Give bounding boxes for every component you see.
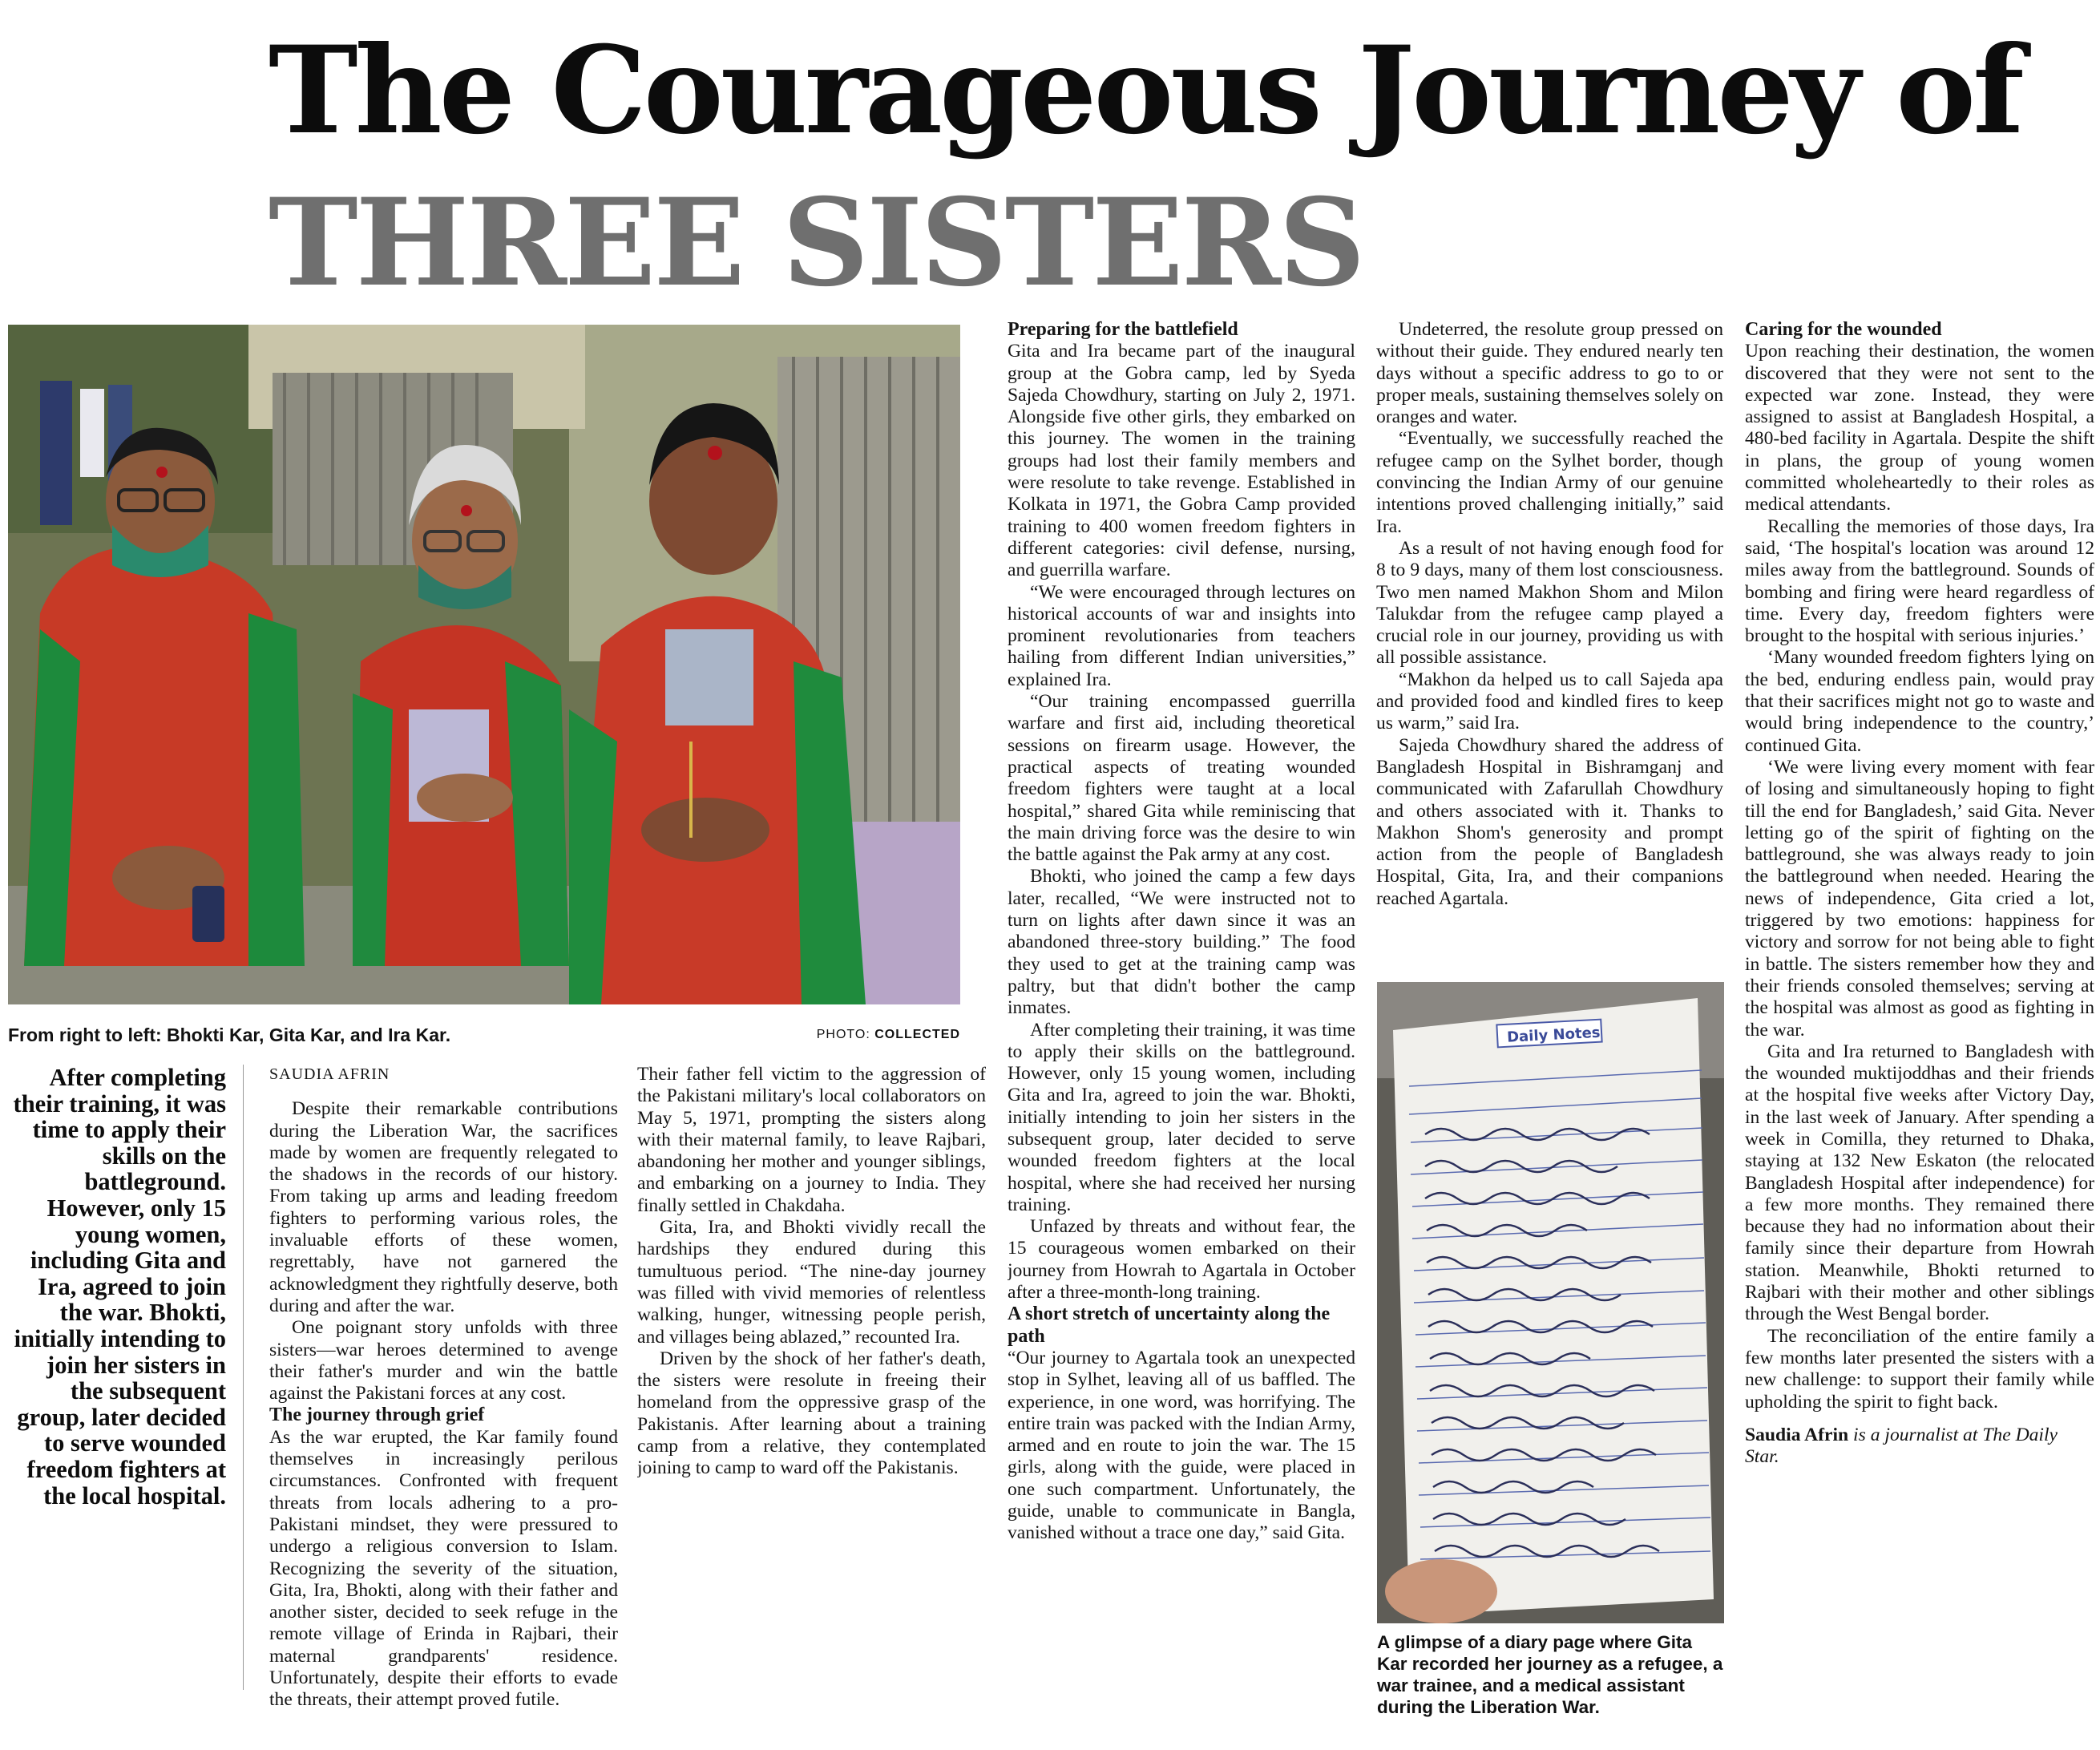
section-heading: Caring for the wounded — [1745, 319, 1942, 340]
article-paragraph: Bhokti, who joined the camp a few days later, recalled, “We were instructed not to turn on lights after dawn since it was an abandoned three-story building.” The food they used to get at the training camp was paltry, but that didn't bother the camp inmates. — [1008, 866, 1355, 1019]
article-column-3 — [1008, 319, 1355, 1738]
section-heading: A short stretch of uncertainty along the path — [1008, 1303, 1331, 1347]
byline: SAUDIA AFRIN — [269, 1065, 390, 1083]
section-heading: Preparing for the battlefield — [1008, 319, 1238, 340]
article-paragraph: After completing their training, it was time to apply their skills on the battleground. However, only 15 young women, including Gita and Ira, agreed to join the war. Bhokti, initially intending to join her sisters in the subsequent group, later decided to serve wounded freedom fighters at the local hospital, where she had received her nursing training. — [1008, 1019, 1355, 1215]
diary-photo — [1377, 982, 1724, 1623]
article-paragraph: Gita and Ira became part of the inaugural group at the Gobra camp, led by Syeda Sajeda Chowdhury, starting on July 2, 1971. Alongside five other girls, they embarked on this journey. The women in the training groups had lost their family members and were resolute to take revenge. Established in Kolkata in 1971, the Gobra Camp provided training to 400 women freedom fighters in different categories: civil defense, nursing, and guerrilla warfare. — [1008, 341, 1355, 581]
article-paragraph: ‘Many wounded freedom fighters lying on the bed, enduring endless pain, would pray that their sacrifices might not go to waste and would bring independence to the country,’ continued Gita. — [1745, 647, 2094, 756]
pull-quote-divider — [243, 1065, 244, 1690]
article-paragraph: “We were encouraged through lectures on historical accounts of war and insights into prominent revolutionaries from teachers hailing from different Indian universities,” explained Ira. — [1008, 581, 1355, 690]
article-paragraph: “Eventually, we successfully reached the refugee camp on the Sylhet border, though convincing the Indian Army of our genuine intentions proved challenging initially,” said Ira. — [1376, 428, 1723, 537]
author-name: Saudia Afrin — [1745, 1424, 1849, 1445]
section-heading: The journey through grief — [269, 1404, 485, 1426]
article-paragraph: Recalling the memories of those days, Ira said, ‘The hospital's location was around 12 miles away from the battleground. Sounds of bombing and firing were heard regardless of time. Every day, freedom fighters were brought to the hospital with serious injuries.’ — [1745, 515, 2094, 647]
article-paragraph-tail: Their father fell victim to the aggression of the Pakistani military's local collaborators on May 5, 1971, prompting the sisters along with their maternal family, to leave Rajbari, abandoning her mother and younger siblings, and embarking on a journey to India. They finally settled in Chakdaha. — [637, 1064, 986, 1216]
article-paragraph: “Our journey to Agartala took an unexpected stop in Sylhet, leaving all of us baffled. The experience, in one word, was horrifying. The entire train was packed with the Indian Army, armed and en route to join the war. The 15 girls, along with the guide, were placed in one such compartment. Unfortunately, the guide, unable to communicate in Bangla, vanished without a trace one day,” said Gita. — [1008, 1347, 1355, 1544]
photo-credit-prefix: PHOTO: — [816, 1028, 875, 1041]
article-paragraph: ‘We were living every moment with fear of losing and simultaneously hoping to fight till the end for Bangladesh,’ said Gita. Never letting go of the spirit of fighting on the battleground, she was always ready to join the battleground when needed. Hearing the news of independence, Gita cried a lot, triggered by two emotions: happiness for victory and sorrow for not being able to fight in battle. The sisters remember how they and their friends consoled themselves; serving at the hospital was almost as good as fighting in the war. — [1745, 756, 2094, 1041]
article-paragraph: One poignant story unfolds with three sisters—war heroes determined to avenge their father's murder and win the battle against the Pakistani forces at any cost. — [269, 1317, 618, 1404]
photo-credit — [802, 1028, 960, 1042]
pull-quote: After completing their training, it was time to apply their skills on the battleground. However, only 15 young women, including Gita and Ira, agreed to join the war. Bhokti, initially intending to join her sisters in the subsequent group, later decided to serve wounded freedom fighters at the local hospital. — [13, 1064, 226, 1510]
author-note-text: is a journalist at — [1848, 1424, 1983, 1445]
author-note — [1745, 1425, 2094, 1469]
article-paragraph: As a result of not having enough food for 8 to 9 days, many of them lost consciousness. Two men named Makhon Shom and Milon Talukdar from the refugee camp played a crucial role in our journey, providing us with all possible assistance. — [1376, 537, 1723, 669]
article-paragraph: “Our training encompassed guerrilla warfare and first aid, including theoretical sessions on firearm usage. However, the practical aspects of treating wounded freedom fighters were taught at a local hospital,” shared Gita while reminiscing that the main driving force was the desire to win the battle against the Pak army at any cost. — [1008, 691, 1355, 866]
article-paragraph: Upon reaching their destination, the women discovered that they were not sent to the expected war zone. Instead, they were assigned to assist at Bangladesh Hospital, a 480-bed facility in Agartala. Despite the shift in plans, the group of young women committed wholeheartedly to their roles as medical attendants. — [1745, 341, 2094, 515]
article-paragraph: As the war erupted, the Kar family found themselves in increasingly perilous circumstances. Confronted with frequent threats from locals adhering to a pro-Pakistani mindset, they were pressured to undergo a religious conversion to Islam. Recognizing the severity of the situation, Gita, Ira, Bhokti, along with their father and another sister, decided to seek refuge in the remote village of Erinda in Rajbari, their maternal grandparents' residence. Unfortunately, despite their efforts to evade the threats, their attempt proved futile. — [269, 1426, 618, 1711]
article-paragraph: Unfazed by threats and without fear, the 15 courageous women embarked on their journey from Howrah to Agartala in October after a three-month-long training. — [1008, 1216, 1355, 1303]
article-paragraph: Despite their remarkable contributions during the Liberation War, the sacrifices made by women are frequently relegated to the shadows in the records of our history. From taking up arms and leading freedom fighters to performing various roles, the invaluable efforts of these women, regrettably, have not garnered the acknowledgment they rightfully deserve, both during and after the war. — [269, 1098, 618, 1316]
article-paragraph: The reconciliation of the entire family a few months later presented the sisters with a new challenge: to support their family while upholding the spirit to fight back. — [1745, 1325, 2094, 1413]
article-paragraph: Driven by the shock of her father's death, the sisters were resolute in freeing their homeland from the oppressive grasp of the Pakistanis. After learning about a training camp from a relative, they contemplated joining to camp to ward off the Pakistanis. — [637, 1348, 986, 1479]
article-column-2-flow — [637, 1064, 986, 1737]
diary-caption: A glimpse of a diary page where Gita Kar recorded her journey as a refugee, a war trainee, and a medical assistant during the Liberation War. — [1377, 1632, 1723, 1717]
article-paragraph: Gita, Ira, and Bhokti vividly recall the hardships they endured during this tumultuous period. “The nine-day journey was filled with vivid memories of relentless walking, hunger, witnessing people perish, and villages being ablazed,” recounted Ira. — [637, 1217, 986, 1348]
diary-header: Daily Notes — [1506, 1024, 1601, 1046]
article-paragraph: Sajeda Chowdhury shared the address of Bangladesh Hospital in Bishramganj and communicated with Zafarullah Chowdhury and others associated with it. Thanks to Makhon Shom's generosity and prompt action from the people of Bangladesh Hospital, Gita, Ira, and their companions reached Agartala. — [1376, 734, 1723, 909]
headline-line-2: THREE SISTERS — [269, 172, 1363, 313]
article-column-5 — [1745, 319, 2094, 1738]
author-outlet: The Daily Star. — [1745, 1424, 2058, 1468]
article-column-1 — [269, 1064, 618, 1737]
photo-caption: From right to left: Bhokti Kar, Gita Kar, and Ira Kar. — [8, 1025, 451, 1045]
headline-line-1: The Courageous Journey of — [269, 20, 2021, 161]
main-photo — [8, 325, 960, 1004]
article-column-4 — [1376, 319, 1723, 952]
article-paragraph: Gita and Ira returned to Bangladesh with the wounded muktijoddhas and their friends at the hospital five weeks after Victory Day, in the last week of January. After spending a week in Comilla, they returned to Dhaka, staying at 132 New Eskaton (the relocated Bangladesh Hospital after independence) for a few more months. They remained there because they had no information about their family since their departure from Howrah station. Meanwhile, Bhokti returned to Rajbari with their mother and other siblings through the West Bengal border. — [1745, 1041, 2094, 1325]
photo-credit-source: COLLECTED — [874, 1028, 960, 1041]
article-paragraph: Undeterred, the resolute group pressed on without their guide. They endured nearly ten days without a specific address to go to or proper meals, sustaining themselves solely on oranges and water. — [1376, 319, 1723, 428]
article-paragraph — [637, 1064, 986, 1217]
article-paragraph: “Makhon da helped us to call Sajeda apa and provided food and kindled fires to keep us warm,” said Ira. — [1376, 669, 1723, 734]
